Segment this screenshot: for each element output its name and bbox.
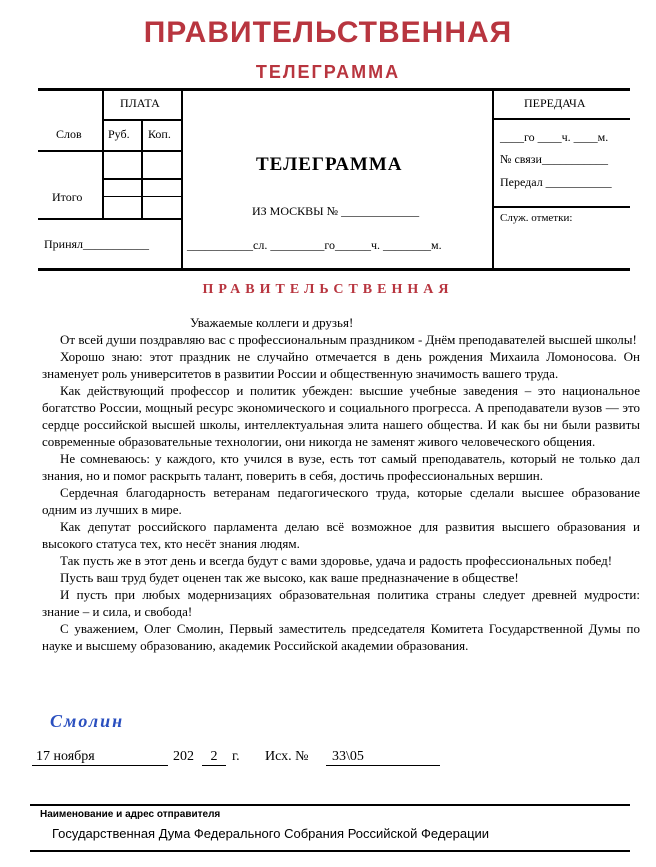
paragraph: С уважением, Олег Смолин, Первый заместитель председателя Комитета Государственной Думы по науке и высшему образованию, академик Российской академии образования. <box>42 621 640 653</box>
paragraph: Так пусть же в этот день и всегда будут с вами здоровье, удача и радость профессиональных побед! <box>60 553 613 568</box>
center-title: ТЕЛЕГРАММА <box>256 154 403 175</box>
ref-value: 33\05 <box>326 749 440 766</box>
paragraph: Сердечная благодарность ветеранам педагогического труда, которые сделали высшее образование одним из лучших в мире. <box>42 485 640 517</box>
date-day <box>32 749 168 766</box>
plata-label: ПЛАТА <box>120 96 160 110</box>
year-digit: 2 <box>202 749 226 766</box>
paragraph: И пусть при любых модернизациях образовательная политика страны следует древней мудрости: знание – и сила, и свобода! <box>42 587 640 619</box>
year-prefix: 202 <box>173 749 194 764</box>
grid-line <box>102 88 104 220</box>
sender-top-line <box>30 804 630 806</box>
ref-value-wrap <box>326 749 440 766</box>
grid-line <box>38 218 182 220</box>
peredal-line: Передал ___________ <box>500 175 612 189</box>
sender-bottom-line <box>30 850 630 852</box>
paragraph: От всей души поздравляю вас с профессиональным праздником - Днём преподавателей высшей школы! <box>60 332 637 347</box>
sender-value: Государственная Дума Федерального Собрания Российской Федерации <box>52 826 490 841</box>
form-bottom-line <box>38 268 630 271</box>
greeting: Уважаемые коллеги и друзья! <box>190 315 354 330</box>
grid-line <box>141 119 143 220</box>
year-digit-wrap <box>202 749 226 766</box>
nom-svyazi-line: № связи___________ <box>500 152 608 166</box>
prinyal-label: Принял___________ <box>44 237 150 251</box>
header-title: ПРАВИТЕЛЬСТВЕННАЯ <box>143 16 513 49</box>
iz-moskvy-line: ИЗ МОСКВЫ № _____________ <box>252 204 420 218</box>
signature: Смолин <box>50 711 125 731</box>
form-bottom-label: ПРАВИТЕЛЬСТВЕННАЯ <box>202 282 454 297</box>
letter-body <box>42 314 640 654</box>
itogo-label: Итого <box>52 190 83 204</box>
sender-label: Наименование и адрес отправителя <box>40 809 221 820</box>
paragraph: Как действующий профессор и политик убежден: высшие учебные заведения – это национальное богатство России, мощный ресурс экономического и социального прогресса. А преподаватели вузов — это сердце российской высшей школы, интеллектуальная элита нашего общества. И как бы ни были развиты современные образовательные технологии, они никогда не заменят живого человеческого общения. <box>42 383 640 449</box>
year-suffix: г. <box>232 749 240 764</box>
paragraph: Не сомневаюсь: у каждого, кто учился в вузе, есть тот самый преподаватель, который не только дал знания, но и помог раскрыть талант, поверить в себя, достичь профессиональных вершин. <box>42 451 640 483</box>
go-ch-m-line: ____го ____ч. ____м. <box>500 130 609 144</box>
peredacha-label: ПЕРЕДАЧА <box>524 96 586 110</box>
grid-line <box>492 118 630 120</box>
paragraph: Хорошо знаю: этот праздник не случайно отмечается в день рождения Михаила Ломоносова. Он знаменует роль университетов в развитии России и общественную значимость вашего труда. <box>42 349 640 381</box>
sluzh-label: Служ. отметки: <box>500 212 573 224</box>
rub-label: Руб. <box>108 127 130 141</box>
center-date-line: ___________сл. _________го______ч. ________м. <box>187 238 442 252</box>
paragraph: Как депутат российского парламента делаю всё возможное для развития высшего образования и высокого статуса тех, кто несёт знания людям. <box>42 519 640 551</box>
kop-label: Коп. <box>148 127 171 141</box>
ref-label: Исх. № <box>265 749 309 764</box>
grid-line <box>492 206 630 208</box>
grid-line <box>38 150 182 152</box>
date-day-value: 17 ноября <box>32 749 168 766</box>
form-divider-right <box>492 88 494 270</box>
header-subtitle: ТЕЛЕГРАММА <box>255 62 401 82</box>
form-top-line <box>38 88 630 91</box>
paragraph: Пусть ваш труд будет оценен так же высоко, как ваше предназначение в обществе! <box>60 570 519 585</box>
slov-label: Слов <box>56 127 82 141</box>
grid-line <box>102 196 182 197</box>
